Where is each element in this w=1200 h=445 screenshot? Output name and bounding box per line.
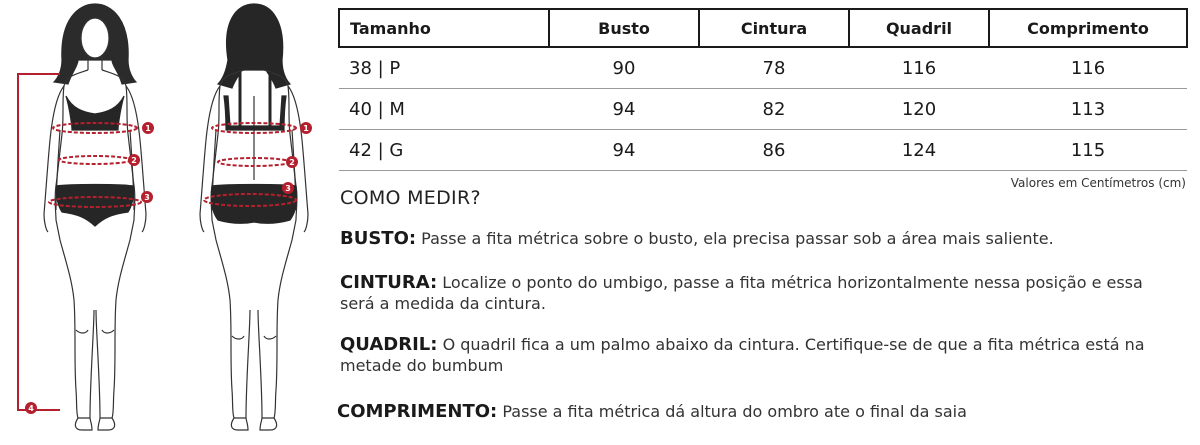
comprimento-cell: 115 xyxy=(989,130,1187,171)
svg-text:4: 4 xyxy=(28,404,34,413)
table-header-row xyxy=(339,9,1187,47)
quadril-cell: 120 xyxy=(849,89,989,130)
instruction-text: Localize o ponto do umbigo, passe a fita métrica horizontalmente nessa posição e essa será a medida da cintura. xyxy=(340,273,1143,313)
svg-text:1: 1 xyxy=(145,124,151,133)
quadril-cell: 124 xyxy=(849,130,989,171)
instruction-label: BUSTO: xyxy=(340,228,417,249)
instruction-text: Passe a fita métrica sobre o busto, ela precisa passar sob a área mais saliente. xyxy=(421,229,1054,248)
size-cell: 40 | M xyxy=(339,89,549,130)
quadril-cell: 116 xyxy=(849,47,989,89)
busto-cell: 90 xyxy=(549,47,699,89)
table-row xyxy=(339,89,1187,130)
instruction-text: O quadril fica a um palmo abaixo da cintura. Certifique-se de que a fita métrica está na metade do bumbum xyxy=(340,335,1145,375)
svg-text:2: 2 xyxy=(289,158,295,167)
busto-cell: 94 xyxy=(549,130,699,171)
instruction-comprimento xyxy=(337,401,1157,422)
cintura-cell: 86 xyxy=(699,130,849,171)
svg-text:2: 2 xyxy=(131,156,137,165)
measurement-figures xyxy=(0,0,330,445)
header-tamanho: Tamanho xyxy=(339,9,549,47)
instruction-cintura xyxy=(340,272,1160,314)
header-busto: Busto xyxy=(549,9,699,47)
header-quadril: Quadril xyxy=(849,9,989,47)
table-row xyxy=(339,130,1187,171)
size-cell: 38 | P xyxy=(339,47,549,89)
units-note: Valores em Centímetros (cm) xyxy=(1010,176,1186,190)
instruction-label: QUADRIL: xyxy=(340,334,438,355)
front-markers xyxy=(25,122,154,414)
how-to-measure-title: COMO MEDIR? xyxy=(340,187,481,209)
comprimento-cell: 116 xyxy=(989,47,1187,89)
size-cell: 42 | G xyxy=(339,130,549,171)
instruction-label: CINTURA: xyxy=(340,272,438,293)
svg-text:3: 3 xyxy=(144,193,150,202)
header-comprimento: Comprimento xyxy=(989,9,1187,47)
instruction-label: COMPRIMENTO: xyxy=(337,401,498,422)
back-figure xyxy=(200,4,308,430)
comprimento-cell: 113 xyxy=(989,89,1187,130)
size-table xyxy=(338,8,1188,171)
front-figure xyxy=(44,4,146,430)
cintura-cell: 78 xyxy=(699,47,849,89)
svg-text:3: 3 xyxy=(285,184,291,193)
svg-text:1: 1 xyxy=(303,124,309,133)
cintura-cell: 82 xyxy=(699,89,849,130)
busto-cell: 94 xyxy=(549,89,699,130)
header-cintura: Cintura xyxy=(699,9,849,47)
instruction-busto xyxy=(340,228,1160,249)
instruction-quadril xyxy=(340,334,1160,376)
table-row xyxy=(339,47,1187,89)
instruction-text: Passe a fita métrica dá altura do ombro ate o final da saia xyxy=(502,402,967,421)
back-markers xyxy=(282,122,312,194)
